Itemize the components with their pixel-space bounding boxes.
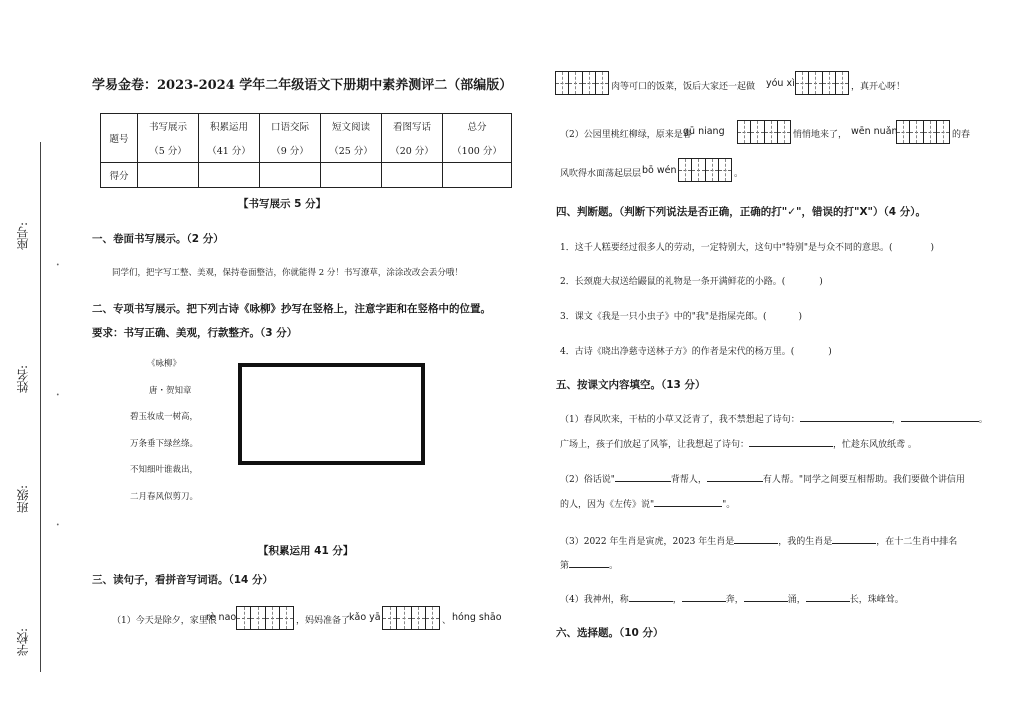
pinyin-answer-grid[interactable] — [896, 120, 950, 144]
binding-tick: • — [56, 522, 60, 529]
fill-blank[interactable] — [806, 592, 850, 602]
q5-4-line — [560, 592, 904, 605]
q3-1-text: （1）今天是除夕，家里很 — [112, 616, 217, 626]
score-table-header-score: 得分 — [101, 163, 138, 188]
q5-text: 奔， — [725, 595, 744, 605]
poem-line: 碧玉妆成一树高， — [130, 412, 199, 422]
score-col-points: （5 分） — [138, 138, 199, 163]
binding-tick: • — [56, 392, 60, 399]
q5-text: 的人，因为《左传》说" — [560, 500, 655, 510]
pinyin: kǎo yā — [349, 612, 381, 623]
fill-blank[interactable] — [749, 437, 833, 447]
q5-title: 五、按课文内容填空。（13 分） — [556, 379, 706, 391]
q5-2-line — [560, 497, 735, 510]
score-col-points: （20 分） — [382, 138, 443, 163]
q4-item-text: 3．课文《我是一只小虫子》中的"我"是指屎壳郎。( — [560, 312, 767, 322]
poem-writing-box[interactable] — [238, 363, 425, 465]
section-header-writing: 【书写展示 5 分】 — [238, 198, 327, 210]
score-cell[interactable] — [260, 163, 321, 188]
q5-text: 第 — [560, 561, 570, 571]
fill-blank[interactable] — [569, 558, 609, 568]
q1-title: 一、卷面书写展示。（2 分） — [92, 233, 224, 245]
score-col-name: 总分 — [443, 114, 512, 139]
score-col-points: （41 分） — [199, 138, 260, 163]
fill-blank[interactable] — [734, 534, 778, 544]
q5-1-line — [560, 437, 917, 450]
close-paren: ) — [930, 243, 935, 253]
binding-line — [40, 142, 41, 672]
q4-item-text: 4．古诗《晓出净慈寺送林子方》的作者是宋代的杨万里。( — [560, 347, 795, 357]
q4-item-text: 2．长颈鹿大叔送给鼹鼠的礼物是一条开满鲜花的小路。( — [560, 277, 786, 287]
q5-2-line — [560, 472, 965, 485]
q5-text: 背帮人， — [670, 475, 707, 485]
poem-line: 万条垂下绿丝绦。 — [130, 439, 199, 449]
q5-text: "。 — [722, 500, 736, 510]
q5-1-line — [560, 412, 988, 425]
section-header-accumulation: 【积累运用 41 分】 — [258, 545, 354, 557]
q5-text: 长，珠峰耸。 — [849, 595, 904, 605]
q3-1-text: 肉等可口的饭菜，饭后大家还一起做 — [611, 82, 756, 92]
q5-text: （4）我神州，称 — [560, 595, 629, 605]
poem-title: 《咏柳》 — [147, 359, 182, 369]
q5-3-line — [560, 558, 618, 571]
score-col-points: （9 分） — [260, 138, 321, 163]
fill-blank[interactable] — [707, 472, 763, 482]
pinyin-answer-grid[interactable] — [382, 606, 440, 630]
binding-tick: • — [56, 262, 60, 269]
fill-blank[interactable] — [682, 592, 726, 602]
poem-author: 唐・贺知章 — [149, 386, 192, 396]
q4-title: 四、判断题。（判断下列说法是否正确，正确的打"✓"，错误的打"X"）（4 分）。 — [556, 206, 926, 218]
pinyin-answer-grid[interactable] — [795, 71, 849, 95]
q5-text: （3）2022 年生肖是寅虎，2023 年生肖是 — [560, 537, 735, 547]
fill-blank[interactable] — [654, 497, 722, 507]
q1-text: 同学们，把字写工整、美观，保持卷面整洁，你就能得 2 分！书写潦草，涂涂改改会丢分哦！ — [112, 268, 463, 278]
q3-1-text: ，真开心呀！ — [851, 82, 906, 92]
pinyin: yóu xì — [766, 78, 795, 89]
q5-text: 有人帮。"同学之间要互相帮助。我们要做个讲信用 — [762, 475, 966, 485]
q5-text: 。 — [609, 561, 619, 571]
score-table-header-q: 题号 — [101, 114, 138, 163]
q3-2-text: 风吹得水面荡起层层 — [560, 169, 642, 179]
q5-text: ，忙趁东风放纸鸢 。 — [833, 440, 917, 450]
score-col-name: 短文阅读 — [321, 114, 382, 139]
pinyin-answer-grid[interactable] — [678, 158, 732, 182]
q5-text: ， — [891, 415, 901, 425]
score-col-name: 看图写话 — [382, 114, 443, 139]
q3-title: 三、读句子，看拼音写词语。（14 分） — [92, 574, 274, 586]
q5-text: （2）俗话说" — [560, 475, 615, 485]
score-col-points: （100 分） — [443, 138, 512, 163]
close-paren: ) — [828, 347, 832, 357]
pinyin-answer-grid[interactable] — [555, 71, 609, 95]
fill-blank[interactable] — [615, 472, 671, 482]
q3-1-text: 、 — [442, 616, 452, 626]
q3-2-text: 。 — [734, 169, 744, 179]
q5-text: 。 — [978, 415, 988, 425]
q3-2-text: 悄悄地来了， — [793, 130, 848, 140]
q2-title: 二、专项书写展示。把下列古诗《咏柳》抄写在竖格上，注意字距和在竖格中的位置。 — [92, 303, 491, 315]
seat-label: 座号: — [16, 222, 30, 251]
q5-text: （1）春风吹来，干枯的小草又泛青了，我不禁想起了诗句： — [560, 415, 800, 425]
class-label: 班级: — [16, 485, 30, 514]
q4-item — [560, 240, 934, 253]
close-paren: ) — [798, 312, 803, 322]
exam-title: 学易金卷：2023-2024 学年二年级语文下册期中素养测评二（部编版） — [92, 78, 513, 93]
pinyin-answer-grid[interactable] — [737, 120, 791, 144]
q5-text: ，在十二生肖中排名 — [876, 537, 958, 547]
q2-requirement: 要求：书写正确、美观，行款整齐。（3 分） — [92, 327, 298, 339]
q3-2-text: （2）公园里桃红柳绿，原来是春 — [560, 130, 692, 140]
q4-item — [560, 274, 823, 287]
fill-blank[interactable] — [744, 592, 788, 602]
q5-text: ，我的生肖是 — [778, 537, 833, 547]
pinyin: rè nao — [206, 612, 237, 623]
score-cell[interactable] — [138, 163, 199, 188]
pinyin: gū niang — [683, 126, 725, 137]
q3-1-text: ，妈妈准备了 — [296, 616, 351, 626]
fill-blank[interactable] — [832, 534, 876, 544]
pinyin: hóng shāo — [452, 612, 502, 623]
q5-text: 涌， — [787, 595, 806, 605]
q6-title: 六、选择题。（10 分） — [556, 627, 664, 639]
score-col-name: 积累运用 — [199, 114, 260, 139]
score-cell[interactable] — [443, 163, 512, 188]
score-cell[interactable] — [321, 163, 382, 188]
q3-2-text: 的春 — [952, 130, 971, 140]
school-label: 学校: — [16, 628, 30, 657]
q5-3-line — [560, 534, 957, 547]
score-table — [100, 113, 512, 188]
score-cell[interactable] — [199, 163, 260, 188]
fill-blank[interactable] — [800, 412, 892, 422]
poem-line: 不知细叶谁裁出， — [130, 465, 199, 475]
score-col-points: （25 分） — [321, 138, 382, 163]
pinyin: bō wén — [642, 165, 677, 176]
pinyin: wēn nuǎn — [851, 126, 898, 137]
q4-item-text: 1．这千人糕要经过很多人的劳动，一定特别大，这句中"特别"是与众不同的意思。( — [560, 243, 893, 253]
q4-item — [560, 344, 832, 357]
poem-line: 二月春风似剪刀。 — [130, 492, 199, 502]
score-cell[interactable] — [382, 163, 443, 188]
fill-blank[interactable] — [901, 412, 979, 422]
q5-text: 广场上，孩子们放起了风筝，让我想起了诗句： — [560, 440, 750, 450]
fill-blank[interactable] — [629, 592, 673, 602]
score-col-name: 口语交际 — [260, 114, 321, 139]
q4-item — [560, 309, 802, 322]
close-paren: ) — [819, 277, 823, 287]
q5-text: ， — [672, 595, 682, 605]
pinyin-answer-grid[interactable] — [236, 606, 294, 630]
name-label: 姓名: — [16, 365, 30, 394]
score-col-name: 书写展示 — [138, 114, 199, 139]
